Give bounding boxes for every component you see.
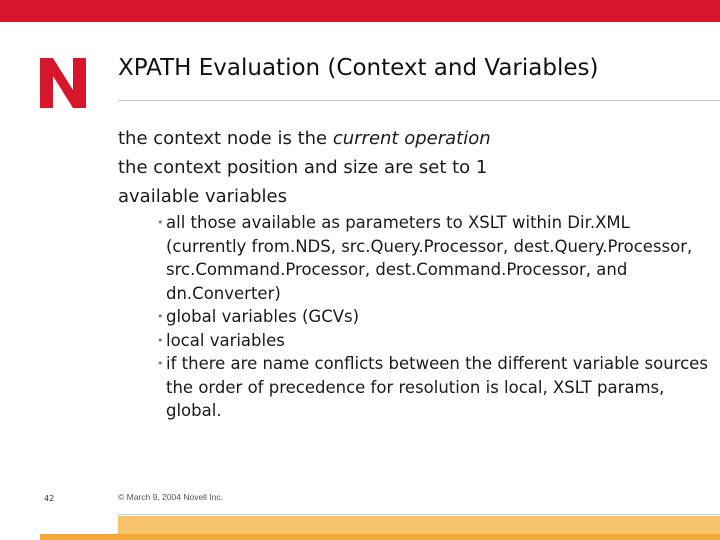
bullet-icon: • [157, 216, 164, 229]
footer-band-bottom [40, 534, 720, 540]
bullet-icon: • [157, 357, 164, 370]
footer-divider [118, 514, 720, 515]
top-accent-bar [0, 0, 720, 22]
list-item [157, 305, 708, 329]
list-item [157, 329, 708, 353]
current-operation-emphasis: current operation [332, 128, 491, 149]
footer-band [118, 516, 720, 534]
list-item-text: all those available as parameters to XSLT within Dir.XML (currently from.NDS, src.Query.Processor, dest.Query.Processor, src.Command.Processor, dest.Command.Processor, and dn.Converter) [166, 213, 693, 303]
available-variables-line: available variables [118, 186, 287, 207]
list-item-text: if there are name conflicts between the different variable sources the order of precedence for resolution is local, XSLT params, global. [166, 354, 708, 420]
context-node-line [118, 124, 708, 153]
slide-title: XPATH Evaluation (Context and Variables) [118, 55, 599, 81]
variables-bullet-list [118, 211, 708, 423]
bullet-icon: • [157, 333, 164, 347]
context-node-text: the context node is the [118, 128, 333, 149]
list-item [157, 211, 708, 305]
list-item-text: local variables [166, 330, 285, 350]
novell-logo-icon [40, 58, 86, 108]
list-item-text: global variables (GCVs) [166, 307, 360, 326]
copyright-text: © March 9, 2004 Novell Inc. [118, 492, 224, 502]
list-item [157, 352, 708, 423]
title-divider [118, 100, 720, 101]
slide-number: 42 [44, 494, 55, 503]
bullet-icon: • [157, 310, 164, 323]
slide-body [118, 124, 708, 423]
context-position-line: the context position and size are set to 1 [118, 157, 488, 178]
